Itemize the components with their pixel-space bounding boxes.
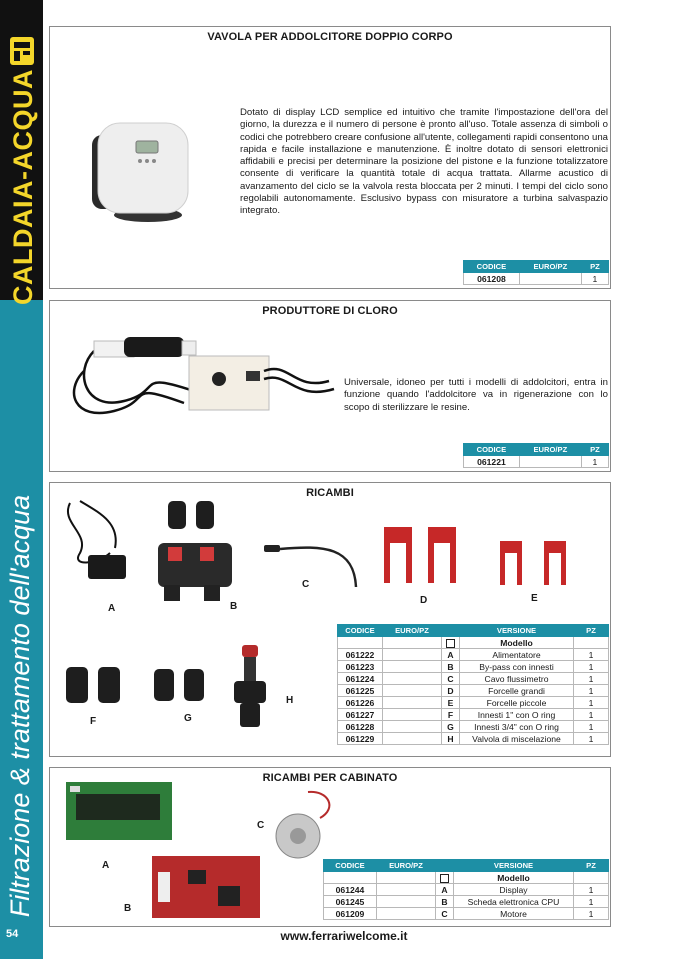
large-clips-image [378, 523, 464, 589]
codice-cell: 061209 [324, 908, 377, 920]
header-euro: EURO/PZ [383, 625, 442, 637]
mixing-valve-image [230, 643, 270, 729]
ricambi-label-g: G [184, 713, 192, 724]
cabinato-label-c: C [257, 820, 265, 831]
header-pz: PZ [574, 625, 609, 637]
codice-cell: 061224 [338, 673, 383, 685]
header-letter [442, 625, 460, 637]
letter-cell: C [436, 908, 454, 920]
letter-cell: D [442, 685, 460, 697]
chlorine-generator-image [64, 331, 344, 431]
codice-cell: 061208 [464, 273, 520, 285]
ricambi-panel [49, 482, 611, 757]
letter-cell: A [442, 649, 460, 661]
cloro-panel [49, 300, 611, 472]
versione-cell: Scheda elettronica CPU [454, 896, 574, 908]
table-row [324, 884, 609, 896]
pz-cell: 1 [574, 709, 609, 721]
letter-cell: F [442, 709, 460, 721]
codice-cell: 061221 [464, 456, 520, 468]
table-row [338, 721, 609, 733]
modello-label: Modello [460, 637, 574, 649]
letter-cell: A [436, 884, 454, 896]
cabinato-panel [49, 767, 611, 927]
checkbox-icon [446, 639, 455, 648]
header-euro: EURO/PZ [377, 860, 436, 872]
table-row [338, 649, 609, 661]
pz-cell: 1 [574, 908, 609, 920]
codice-cell: 061244 [324, 884, 377, 896]
table-row [338, 685, 609, 697]
versione-cell: Valvola di miscelazione [460, 733, 574, 745]
header-letter [436, 860, 454, 872]
cabinato-title: RICAMBI PER CABINATO [262, 772, 398, 784]
header-codice: CODICE [464, 444, 520, 456]
table-row [338, 673, 609, 685]
header-versione: VERSIONE [454, 860, 574, 872]
letter-cell: H [442, 733, 460, 745]
pz-cell: 1 [581, 456, 608, 468]
versione-cell: Alimentatore [460, 649, 574, 661]
header-codice: CODICE [338, 625, 383, 637]
table-row [324, 908, 609, 920]
cabinato-table [323, 859, 609, 920]
pz-cell: 1 [574, 685, 609, 697]
valve-product-image [86, 115, 202, 225]
modello-label: Modello [454, 872, 574, 884]
codice-cell: 061245 [324, 896, 377, 908]
small-clips-image [496, 537, 576, 589]
ricambi-label-d: D [420, 595, 428, 606]
euro-cell [519, 273, 581, 285]
table-row [338, 697, 609, 709]
fittings-1inch-image [64, 663, 124, 705]
codice-cell: 061225 [338, 685, 383, 697]
header-euro: EURO/PZ [519, 444, 581, 456]
cabinato-label-b: B [124, 903, 132, 914]
letter-cell: G [442, 721, 460, 733]
versione-cell: Cavo flussimetro [460, 673, 574, 685]
table-row [464, 456, 609, 468]
header-pz: PZ [574, 860, 609, 872]
valvola-title: VAVOLA PER ADDOLCITORE DOPPIO CORPO [207, 31, 453, 43]
table-row [464, 273, 609, 285]
header-codice: CODICE [324, 860, 377, 872]
sidebar-section-label: Filtrazione & trattamento dell'acqua [5, 494, 35, 918]
pz-cell: 1 [581, 273, 608, 285]
versione-cell: Forcelle piccole [460, 697, 574, 709]
cloro-description: Universale, idoneo per tutti i modelli di addolcitori, entra in funzione quando l'addolcitore va in rigenerazione con lo scopo di sterilizzare le resine. [344, 377, 608, 413]
header-pz: PZ [581, 444, 608, 456]
versione-cell: Display [454, 884, 574, 896]
fittings-3-4-image [152, 665, 208, 705]
euro-cell [519, 456, 581, 468]
pz-cell: 1 [574, 884, 609, 896]
versione-cell: Innesti 3/4" con O ring [460, 721, 574, 733]
pz-cell: 1 [574, 649, 609, 661]
ricambi-table [337, 624, 609, 745]
header-pz: PZ [581, 261, 608, 273]
ricambi-label-a: A [108, 603, 116, 614]
cloro-table [463, 443, 609, 468]
power-supply-image [60, 493, 140, 583]
table-row [324, 896, 609, 908]
cloro-title: PRODUTTORE DI CLORO [262, 305, 398, 317]
pz-cell: 1 [574, 721, 609, 733]
table-row [338, 661, 609, 673]
footer-website[interactable]: www.ferrariwelcome.it [280, 929, 408, 943]
bypass-image [154, 501, 244, 603]
cpu-board-image [148, 852, 264, 922]
codice-cell: 061228 [338, 721, 383, 733]
table-row [338, 709, 609, 721]
display-board-image [64, 778, 176, 844]
versione-cell: Forcelle grandi [460, 685, 574, 697]
codice-cell: 061229 [338, 733, 383, 745]
pz-cell: 1 [574, 673, 609, 685]
letter-cell: B [436, 896, 454, 908]
valvola-table [463, 260, 609, 285]
header-codice: CODICE [464, 261, 520, 273]
ricambi-title: RICAMBI [306, 487, 354, 499]
versione-cell: Motore [454, 908, 574, 920]
codice-cell: 061222 [338, 649, 383, 661]
sidebar-category-label: CALDAIA-ACQUA [8, 69, 38, 305]
codice-cell: 061223 [338, 661, 383, 673]
codice-cell: 061227 [338, 709, 383, 721]
ricambi-label-c: C [302, 579, 310, 590]
sidebar [0, 0, 43, 959]
letter-cell: C [442, 673, 460, 685]
pz-cell: 1 [574, 733, 609, 745]
pz-cell: 1 [574, 697, 609, 709]
page-number: 54 [6, 928, 19, 940]
pz-cell: 1 [574, 661, 609, 673]
ricambi-label-e: E [531, 593, 538, 604]
ricambi-label-f: F [90, 716, 97, 727]
checkbox-icon [440, 874, 449, 883]
table-row-modello [324, 872, 609, 884]
letter-cell: E [442, 697, 460, 709]
versione-cell: By-pass con innesti [460, 661, 574, 673]
letter-cell: B [442, 661, 460, 673]
cabinato-label-a: A [102, 860, 110, 871]
table-row-modello [338, 637, 609, 649]
table-row [338, 733, 609, 745]
motor-image [268, 788, 340, 862]
versione-cell: Innesti 1" con O ring [460, 709, 574, 721]
pz-cell: 1 [574, 896, 609, 908]
flow-cable-image [264, 539, 364, 591]
codice-cell: 061226 [338, 697, 383, 709]
valvola-panel [49, 26, 611, 289]
header-versione: VERSIONE [460, 625, 574, 637]
ricambi-label-h: H [286, 695, 294, 706]
valvola-description: Dotato di display LCD semplice ed intuitivo che tramite l'impostazione dell'ora del giorno, la durezza e il numero di persone è pronto all'uso. Totale assenza di simboli o codici che potrebbero creare confusione all'utente, collegamenti rapidi consentono una rapida e facile installazione e manutenzione. È inoltre dotato di sensori elettronici affidabili e precisi per determinare la posizione del pistone e la funzione totalizzatore consente di verificare la quantità totale di acqua trattata. Allarme acustico di avanzamento del ciclo se la valvola resta bloccata per 2 minuti. I tempi del ciclo sono regolabili autonomamente. Esclusivo bypass con misuratore a turbina salvaspazio integrato. [240, 107, 608, 217]
header-euro: EURO/PZ [519, 261, 581, 273]
ricambi-label-b: B [230, 601, 238, 612]
